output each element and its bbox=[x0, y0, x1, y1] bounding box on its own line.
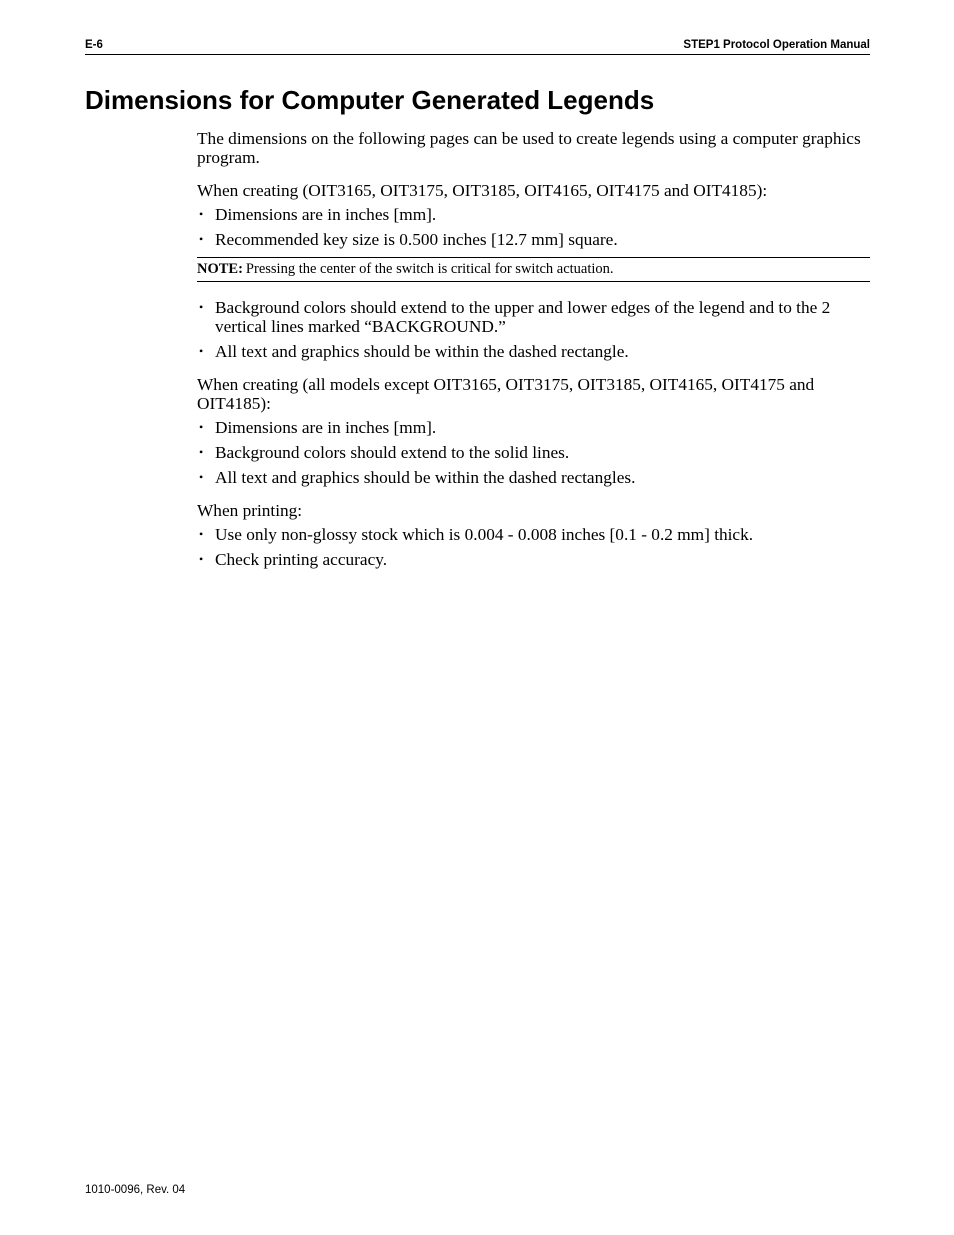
section3-bullet-list bbox=[197, 525, 870, 569]
note-text: Pressing the center of the switch is critical for switch actuation. bbox=[245, 261, 614, 277]
list-item-text: Dimensions are in inches [mm]. bbox=[215, 418, 437, 437]
bullet-icon: • bbox=[199, 470, 204, 484]
page-number: E-6 bbox=[85, 39, 103, 51]
page-title: Dimensions for Computer Generated Legends bbox=[85, 85, 655, 115]
intro-paragraph: The dimensions on the following pages can be used to create legends using a computer graphics program. bbox=[197, 129, 861, 167]
bullet-icon: • bbox=[199, 232, 204, 246]
bullet-icon: • bbox=[199, 552, 204, 566]
list-item-text: Use only non-glossy stock which is 0.004 - 0.008 inches [0.1 - 0.2 mm] thick. bbox=[215, 525, 754, 544]
section2-lead: When creating (all models except OIT3165, OIT3175, OIT3185, OIT4165, OIT4175 and OIT4185): bbox=[197, 375, 815, 413]
bullet-icon: • bbox=[199, 527, 204, 541]
section1-bullet-list bbox=[197, 205, 870, 249]
note-box bbox=[197, 257, 870, 282]
section3-lead: When printing: bbox=[197, 501, 303, 520]
list-item-text: Background colors should extend to the upper and lower edges of the legend and to the 2 vertical lines marked “BACKGROUND.” bbox=[215, 298, 831, 336]
list-item bbox=[197, 525, 870, 544]
note-label: NOTE: bbox=[197, 261, 243, 277]
list-item bbox=[197, 342, 870, 361]
bullet-icon: • bbox=[199, 445, 204, 459]
list-item bbox=[197, 443, 870, 462]
bullet-icon: • bbox=[199, 420, 204, 434]
list-item bbox=[197, 298, 870, 336]
list-item bbox=[197, 418, 870, 437]
list-item-text: Dimensions are in inches [mm]. bbox=[215, 205, 437, 224]
bullet-icon: • bbox=[199, 300, 204, 314]
list-item-text: All text and graphics should be within the dashed rectangles. bbox=[215, 468, 636, 487]
manual-title: STEP1 Protocol Operation Manual bbox=[683, 39, 870, 51]
list-item-text: All text and graphics should be within the dashed rectangle. bbox=[215, 342, 629, 361]
section1-lead: When creating (OIT3165, OIT3175, OIT3185, OIT4165, OIT4175 and OIT4185): bbox=[197, 181, 768, 200]
bullet-icon: • bbox=[199, 344, 204, 358]
page-header bbox=[85, 38, 870, 55]
list-item bbox=[197, 205, 870, 224]
list-item-text: Background colors should extend to the solid lines. bbox=[215, 443, 570, 462]
list-item-text: Check printing accuracy. bbox=[215, 550, 388, 569]
doc-number: 1010-0096, Rev. 04 bbox=[85, 1184, 186, 1196]
list-item-text: Recommended key size is 0.500 inches [12.7 mm] square. bbox=[215, 230, 618, 249]
page-footer bbox=[85, 1184, 185, 1196]
list-item bbox=[197, 230, 870, 249]
section2-bullet-list bbox=[197, 418, 870, 487]
bullet-icon: • bbox=[199, 207, 204, 221]
section1-bullet-list-after-note bbox=[197, 298, 870, 361]
main-content bbox=[197, 129, 870, 583]
list-item bbox=[197, 550, 870, 569]
list-item bbox=[197, 468, 870, 487]
